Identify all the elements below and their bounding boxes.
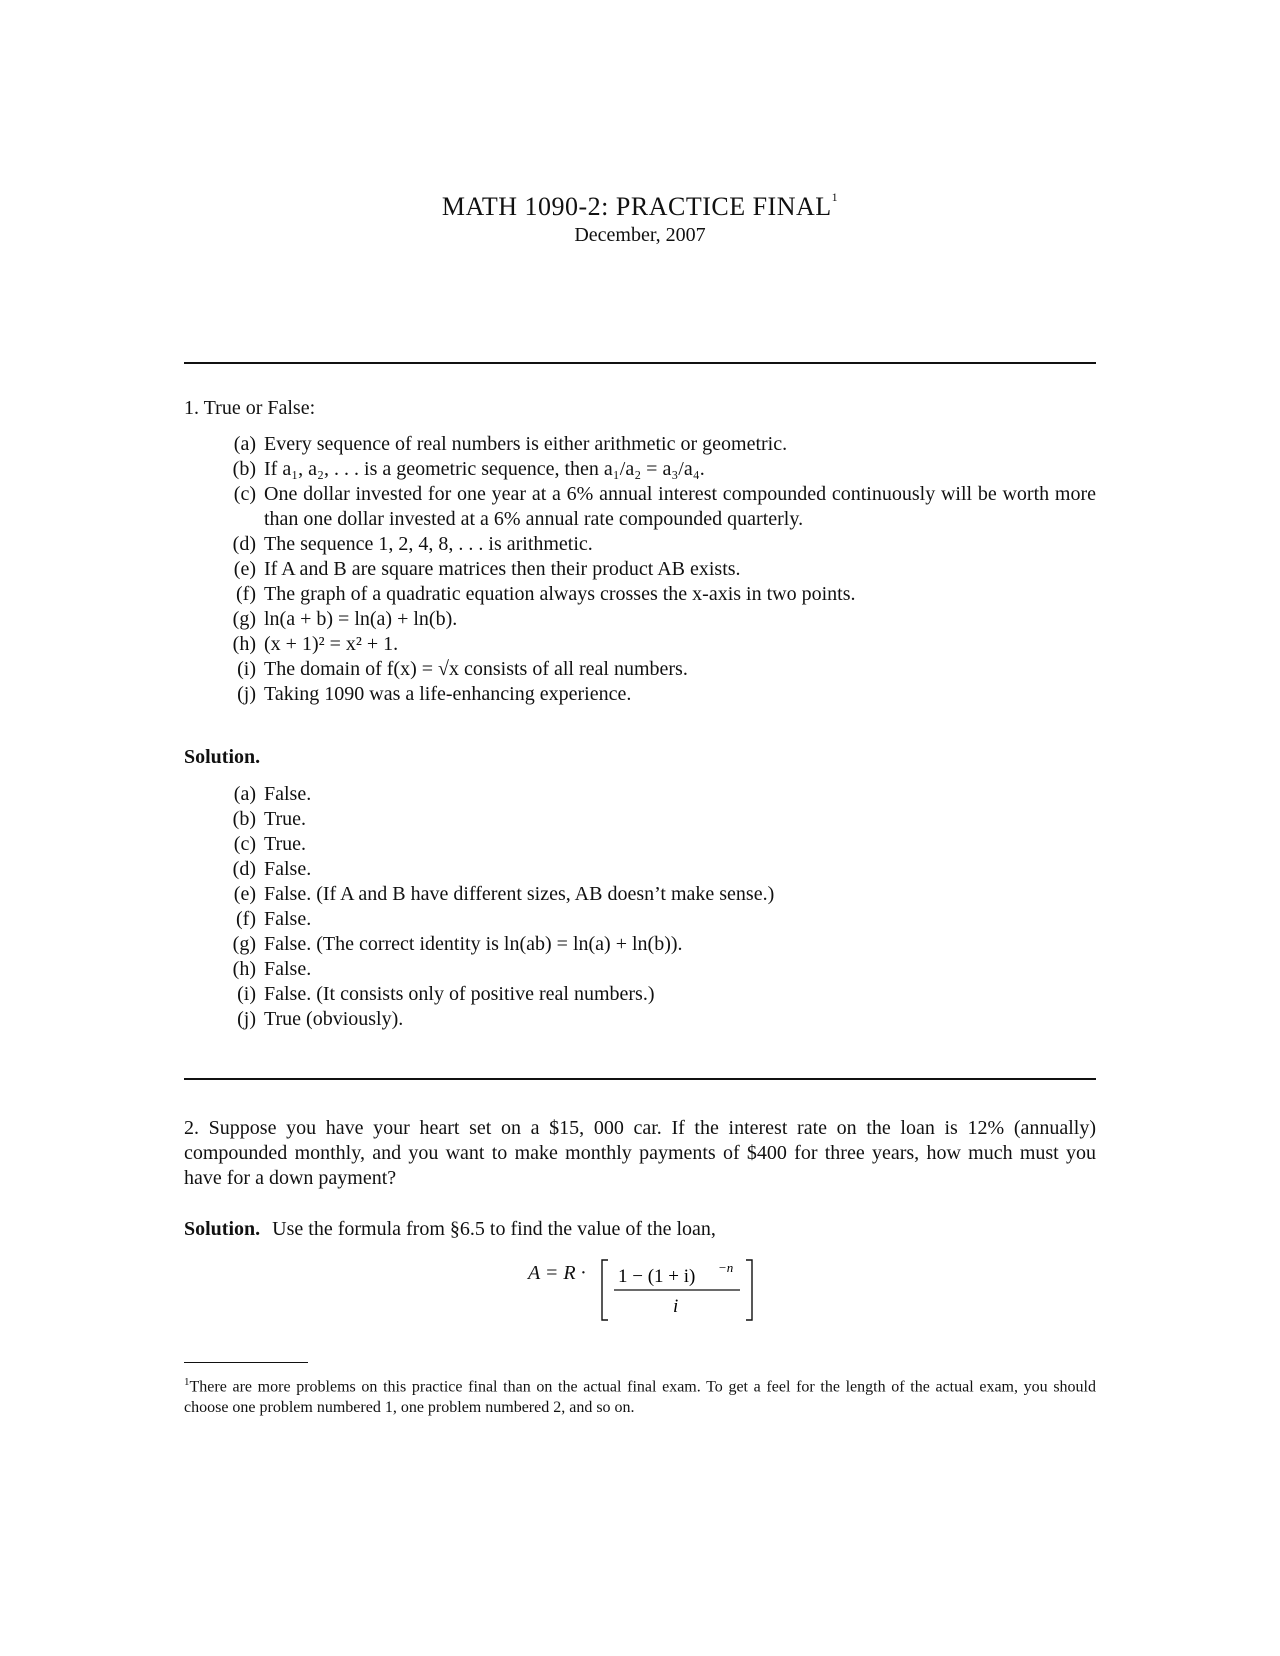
- list-item: [214, 1007, 1096, 1032]
- title-text: MATH 1090-2: PRACTICE FINAL: [441, 192, 832, 221]
- item-text: False.: [264, 858, 312, 880]
- item-text: True (obviously).: [264, 1008, 404, 1030]
- item-text: True.: [264, 833, 307, 855]
- document-date: December, 2007: [574, 224, 706, 246]
- item-text: False.: [264, 958, 312, 980]
- item-text: False. (The correct identity is ln(ab) = ln(a) + ln(b)).: [264, 933, 683, 955]
- list-item: [214, 907, 1096, 932]
- item-label: (i): [237, 658, 256, 680]
- item-label: (j): [237, 683, 256, 705]
- formula-lhs: A = R ·: [528, 1262, 586, 1284]
- item-text: If A and B are square matrices then their product AB exists.: [264, 558, 741, 580]
- footnote-text: There are more problems on this practice final than on the actual final exam. To get a feel for the length of the actual exam, you should choose one problem numbered 1, one problem numbered 2, and so on.: [184, 1378, 1096, 1417]
- item-text: The sequence 1, 2, 4, 8, . . . is arithmetic.: [264, 533, 593, 555]
- footnote-rule: [184, 1362, 308, 1363]
- item-text: One dollar invested for one year at a 6% annual interest compounded continuously will be worth more than one dollar invested at a 6% annual rate compounded quarterly.: [264, 483, 1096, 530]
- formula-exponent: −n: [718, 1260, 734, 1275]
- problem2-solution-label: Solution.: [184, 1218, 261, 1240]
- item-label: (a): [233, 783, 256, 805]
- item-text: If a₁, a₂, . . . is a geometric sequence, then a₁/a₂ = a₃/a₄.: [264, 458, 705, 480]
- item-label: (i): [237, 983, 256, 1005]
- formula-bracketed-fraction: [600, 1258, 760, 1322]
- item-label: (a): [233, 433, 256, 455]
- list-item: [214, 532, 1096, 557]
- footnote: [184, 1372, 1096, 1418]
- item-label: (c): [233, 833, 256, 855]
- list-item: [214, 432, 1096, 457]
- problem1-item-list: [214, 432, 1096, 707]
- item-label: (h): [232, 958, 256, 980]
- problem1-prompt: [184, 396, 1096, 421]
- item-text: Taking 1090 was a life-enhancing experience.: [264, 683, 632, 705]
- item-text: The graph of a quadratic equation always crosses the x-axis in two points.: [264, 583, 856, 605]
- problem2-solution: [184, 1218, 716, 1241]
- item-label: (b): [232, 808, 256, 830]
- item-label: (j): [237, 1008, 256, 1030]
- footnote-mark: 1: [184, 1376, 190, 1388]
- item-text: True.: [264, 808, 307, 830]
- item-label: (e): [233, 558, 256, 580]
- list-item: [214, 482, 1096, 532]
- item-text: False.: [264, 908, 312, 930]
- list-item: [214, 632, 1096, 657]
- item-text: False. (It consists only of positive real numbers.): [264, 983, 655, 1005]
- item-label: (d): [232, 858, 256, 880]
- problem2-text: 2. Suppose you have your heart set on a $15, 000 car. If the interest rate on the loan is 12% (annually) compounded monthly, and you want to make monthly payments of $400 for three years, how much must you have for a down payment?: [184, 1117, 1096, 1189]
- list-item: [214, 782, 1096, 807]
- list-item: [214, 807, 1096, 832]
- problem2-solution-text: Use the formula from §6.5 to find the value of the loan,: [272, 1218, 716, 1240]
- item-text: Every sequence of real numbers is either arithmetic or geometric.: [264, 433, 788, 455]
- list-item: [214, 982, 1096, 1007]
- item-label: (h): [232, 633, 256, 655]
- list-item: [214, 582, 1096, 607]
- item-label: (g): [232, 608, 256, 630]
- item-text: False.: [264, 783, 312, 805]
- item-text: (x + 1)² = x² + 1.: [264, 633, 399, 655]
- list-item: [214, 932, 1096, 957]
- list-item: [214, 957, 1096, 982]
- list-item: [214, 832, 1096, 857]
- title-footnote-mark: 1: [831, 190, 839, 204]
- list-item: [214, 682, 1096, 707]
- item-text: The domain of f(x) = √x consists of all real numbers.: [264, 658, 688, 680]
- list-item: [214, 557, 1096, 582]
- item-text: False. (If A and B have different sizes, AB doesn’t make sense.): [264, 883, 775, 905]
- list-item: [214, 457, 1096, 482]
- item-label: (e): [233, 883, 256, 905]
- item-label: (g): [232, 933, 256, 955]
- section-divider-middle: [184, 1078, 1096, 1080]
- item-label: (d): [232, 533, 256, 555]
- formula-denominator: i: [673, 1296, 679, 1317]
- item-label: (f): [236, 908, 256, 930]
- item-label: (f): [236, 583, 256, 605]
- list-item: [214, 657, 1096, 682]
- list-item: [214, 882, 1096, 907]
- problem1-prompt-text: True or False:: [203, 397, 316, 419]
- right-bracket: [746, 1260, 752, 1320]
- item-label: (c): [233, 483, 256, 505]
- formula-numerator: 1 − (1 + i): [618, 1266, 696, 1287]
- list-item: [214, 607, 1096, 632]
- document-title: [0, 192, 1280, 222]
- left-bracket: [602, 1260, 608, 1320]
- item-text: ln(a + b) = ln(a) + ln(b).: [264, 608, 458, 630]
- section-divider-top: [184, 362, 1096, 364]
- problem1-answer-list: [214, 782, 1096, 1032]
- item-label: (b): [232, 458, 256, 480]
- problem1-solution-label: Solution.: [184, 746, 261, 768]
- problem1-number: 1.: [184, 397, 199, 419]
- list-item: [214, 857, 1096, 882]
